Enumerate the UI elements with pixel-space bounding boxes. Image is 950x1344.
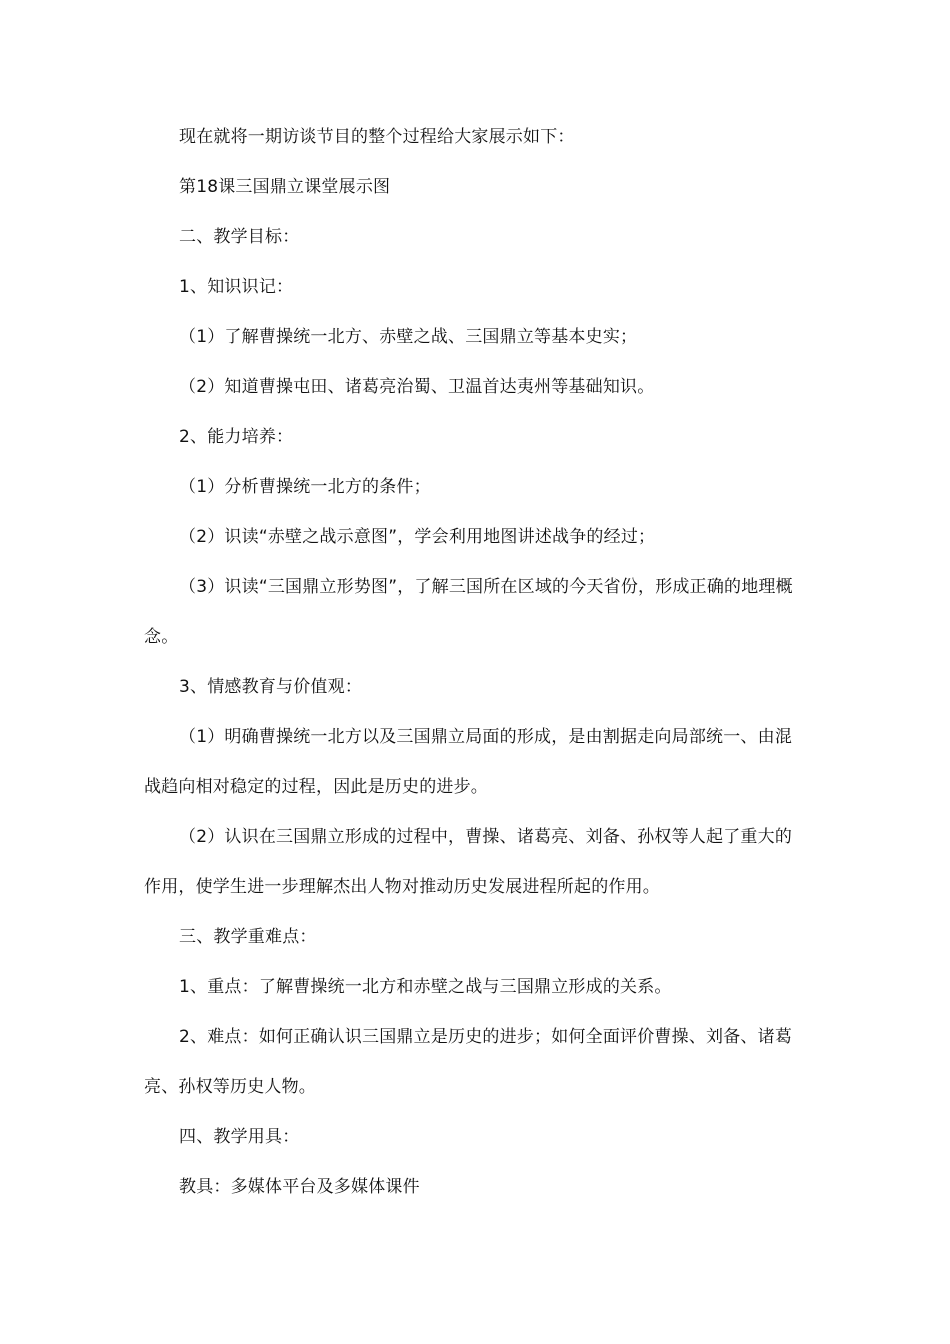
difficult-point-item: 2、难点：如何正确认识三国鼎立是历史的进步；如何全面评价曹操、刘备、诸葛亮、孙权等历史人物。 bbox=[144, 1027, 793, 1097]
lesson-title: 第18课三国鼎立课堂展示图 bbox=[179, 177, 391, 197]
subheading-knowledge: 1、知识识记： bbox=[179, 277, 294, 297]
ability-item-1: （1）分析曹操统一北方的条件； bbox=[179, 477, 431, 497]
tools-item: 教具：多媒体平台及多媒体课件 bbox=[179, 1177, 420, 1197]
subheading-values: 3、情感教育与价值观： bbox=[179, 677, 363, 697]
key-point-item: 1、重点：了解曹操统一北方和赤壁之战与三国鼎立形成的关系。 bbox=[179, 977, 672, 997]
ability-item-3: （3）识读“三国鼎立形势图”，了解三国所在区域的今天省份，形成正确的地理概念。 bbox=[144, 577, 793, 647]
knowledge-item-2: （2）知道曹操屯田、诸葛亮治蜀、卫温首达夷州等基础知识。 bbox=[179, 377, 655, 397]
subheading-ability: 2、能力培养： bbox=[179, 427, 294, 447]
ability-item-2: （2）识读“赤壁之战示意图”，学会利用地图讲述战争的经过； bbox=[179, 527, 656, 547]
section-heading-key-points: 三、教学重难点： bbox=[179, 927, 317, 947]
section-heading-objectives: 二、教学目标： bbox=[179, 227, 300, 247]
section-heading-tools: 四、教学用具： bbox=[179, 1127, 300, 1147]
document-body bbox=[144, 112, 806, 1212]
values-item-2: （2）认识在三国鼎立形成的过程中，曹操、诸葛亮、刘备、孙权等人起了重大的作用，使学生进一步理解杰出人物对推动历史发展进程所起的作用。 bbox=[144, 827, 793, 897]
values-item-1: （1）明确曹操统一北方以及三国鼎立局面的形成，是由割据走向局部统一、由混战趋向相对稳定的过程，因此是历史的进步。 bbox=[144, 727, 793, 797]
knowledge-item-1: （1）了解曹操统一北方、赤壁之战、三国鼎立等基本史实； bbox=[179, 327, 638, 347]
intro-paragraph: 现在就将一期访谈节目的整个过程给大家展示如下： bbox=[179, 127, 575, 147]
